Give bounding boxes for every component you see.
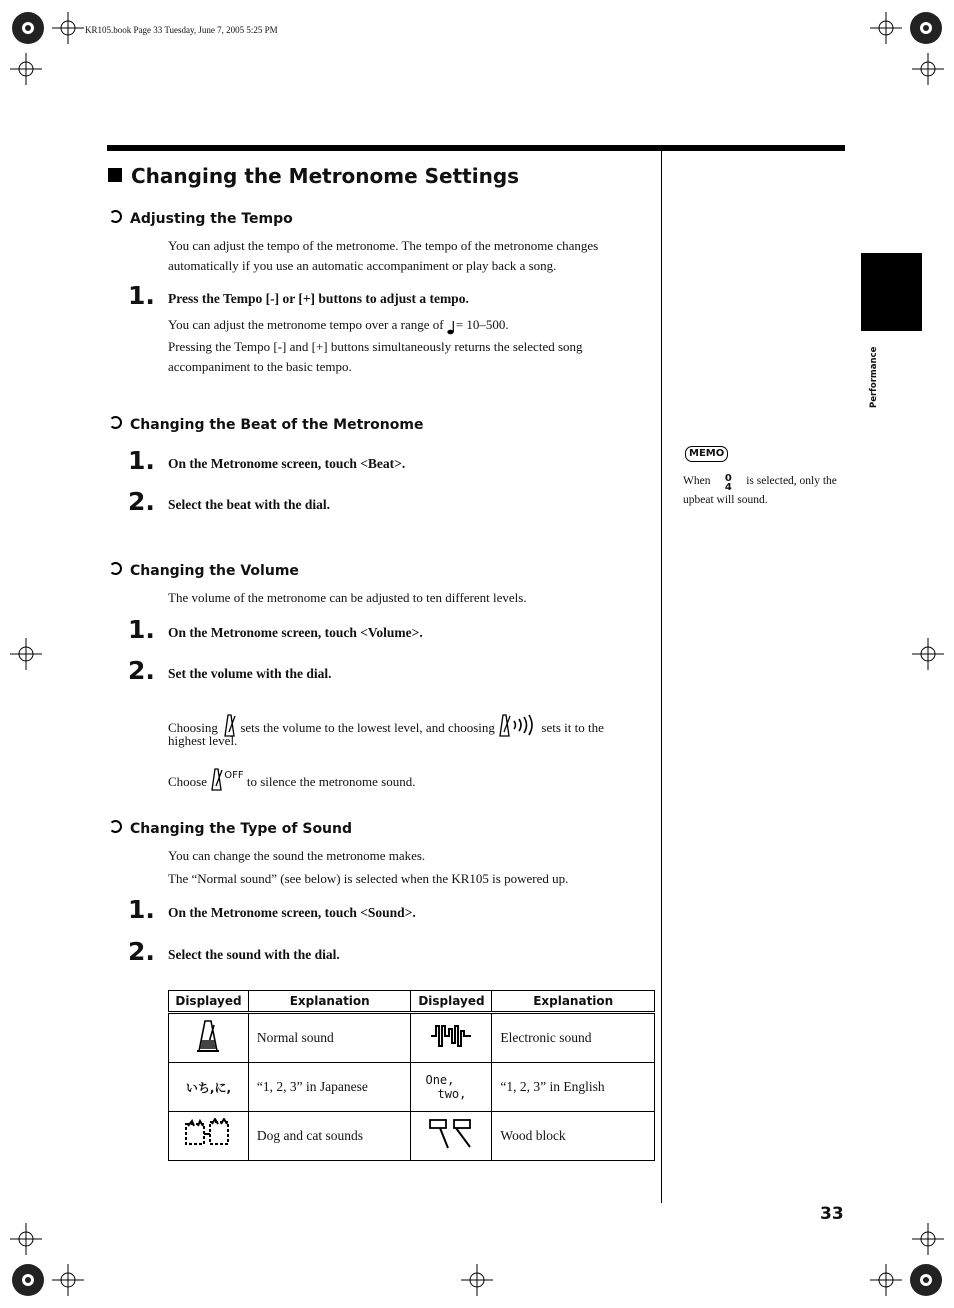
table-header-row: [169, 991, 655, 1012]
crosshair-mark-icon: [10, 53, 42, 85]
volume-choosing-line-2: highest level.: [168, 733, 238, 748]
table-cell-icon: [169, 1014, 249, 1063]
section-heading-tempo: Adjusting the Tempo: [109, 210, 293, 227]
step-number: 1.: [128, 446, 155, 475]
step-number: 1.: [128, 895, 155, 924]
tempo-range: You can adjust the metronome tempo over a range of = 10–500.: [168, 315, 648, 335]
section-heading-volume: Changing the Volume: [109, 562, 299, 579]
page-number: 33: [820, 1204, 844, 1224]
table-cell-icon: [411, 1014, 492, 1063]
step-number: 1.: [128, 281, 155, 310]
memo-badge: [685, 441, 728, 462]
crosshair-mark-icon: [870, 12, 902, 44]
tempo-intro: You can adjust the tempo of the metronome. The tempo of the metronome changes automatically if you use an automatic accompaniment or play back a song.: [168, 238, 599, 273]
table-cell-icon: [411, 1112, 492, 1161]
starburst-mark-icon: [10, 10, 46, 46]
table-cell: Electronic sound: [492, 1014, 655, 1063]
section-heading-sound: Changing the Type of Sound: [109, 820, 352, 837]
crosshair-mark-icon: [461, 1264, 493, 1296]
volume-choosing-line: Choosing sets the volume to the lowest level, and choosing sets it to the: [168, 712, 648, 738]
volume-intro: The volume of the metronome can be adjusted to ten different levels.: [168, 590, 527, 605]
book-info-header: KR105.book Page 33 Tuesday, June 7, 2005 5:25 PM: [85, 25, 278, 35]
sound-step-1: On the Metronome screen, touch <Sound>.: [168, 905, 416, 920]
metronome-off-icon: OFF: [210, 766, 243, 796]
table-header: Explanation: [248, 991, 411, 1012]
table-header: Displayed: [169, 991, 249, 1012]
wood-block-icon: [428, 1117, 474, 1151]
electronic-wave-icon: [430, 1023, 472, 1049]
memo-note: When 0 4 is selected, only the upbeat will sound.: [683, 473, 837, 506]
step-number: 2.: [128, 487, 155, 516]
crosshair-mark-icon: [912, 53, 944, 85]
table-row: [169, 1112, 655, 1161]
english-count-icon: One, two,: [425, 1073, 467, 1101]
crosshair-mark-icon: [10, 638, 42, 670]
metronome-icon: [193, 1018, 223, 1054]
tempo-step-1: Press the Tempo [-] or [+] buttons to adjust a tempo.: [168, 291, 469, 306]
beat-step-2: Select the beat with the dial.: [168, 497, 330, 512]
table-cell: Dog and cat sounds: [248, 1112, 411, 1161]
japanese-count-icon: いち,に,: [185, 1080, 232, 1095]
quarter-note-icon: [447, 321, 456, 335]
table-header: Displayed: [411, 991, 492, 1012]
volume-off-line: Choose $^{OFF}$ to silence the metronome sound.: [168, 766, 648, 796]
dog-cat-icon: [184, 1118, 232, 1150]
sound-table: [168, 990, 655, 1161]
table-cell: Wood block: [492, 1112, 655, 1161]
table-cell-icon: [411, 1063, 492, 1112]
page-title: Changing the Metronome Settings: [108, 164, 519, 188]
table-cell: “1, 2, 3” in English: [492, 1063, 655, 1112]
starburst-mark-icon: [908, 10, 944, 46]
crosshair-mark-icon: [870, 1264, 902, 1296]
crosshair-mark-icon: [912, 638, 944, 670]
table-cell-icon: [169, 1112, 249, 1161]
starburst-mark-icon: [10, 1262, 46, 1298]
table-row: [169, 1063, 655, 1112]
crosshair-mark-icon: [912, 1223, 944, 1255]
sound-intro-2: The “Normal sound” (see below) is selected when the KR105 is powered up.: [168, 871, 569, 886]
table-cell-icon: [169, 1063, 249, 1112]
table-header: Explanation: [492, 991, 655, 1012]
volume-step-2: Set the volume with the dial.: [168, 666, 332, 681]
volume-step-1: On the Metronome screen, touch <Volume>.: [168, 625, 423, 640]
step-number: 2.: [128, 937, 155, 966]
time-signature-icon: 0 4: [724, 473, 732, 493]
section-heading-beat: Changing the Beat of the Metronome: [109, 416, 423, 433]
side-tab-block: [861, 253, 922, 331]
sound-intro-1: You can change the sound the metronome makes.: [168, 848, 426, 863]
starburst-mark-icon: [908, 1262, 944, 1298]
beat-step-1: On the Metronome screen, touch <Beat>.: [168, 456, 406, 471]
step-number: 2.: [128, 656, 155, 685]
column-divider: [661, 151, 662, 1203]
memo-icon: MEMO: [685, 446, 728, 462]
side-tab-label: Performance: [869, 346, 879, 408]
tempo-note: Pressing the Tempo [-] and [+] buttons simultaneously returns the selected song accompaniment to the basic tempo.: [168, 339, 583, 374]
table-cell: Normal sound: [248, 1014, 411, 1063]
table-row: [169, 1014, 655, 1063]
step-number: 1.: [128, 615, 155, 644]
crosshair-mark-icon: [52, 1264, 84, 1296]
crosshair-mark-icon: [10, 1223, 42, 1255]
crosshair-mark-icon: [52, 12, 84, 44]
sound-step-2: Select the sound with the dial.: [168, 947, 340, 962]
top-rule: [107, 145, 845, 151]
table-cell: “1, 2, 3” in Japanese: [248, 1063, 411, 1112]
